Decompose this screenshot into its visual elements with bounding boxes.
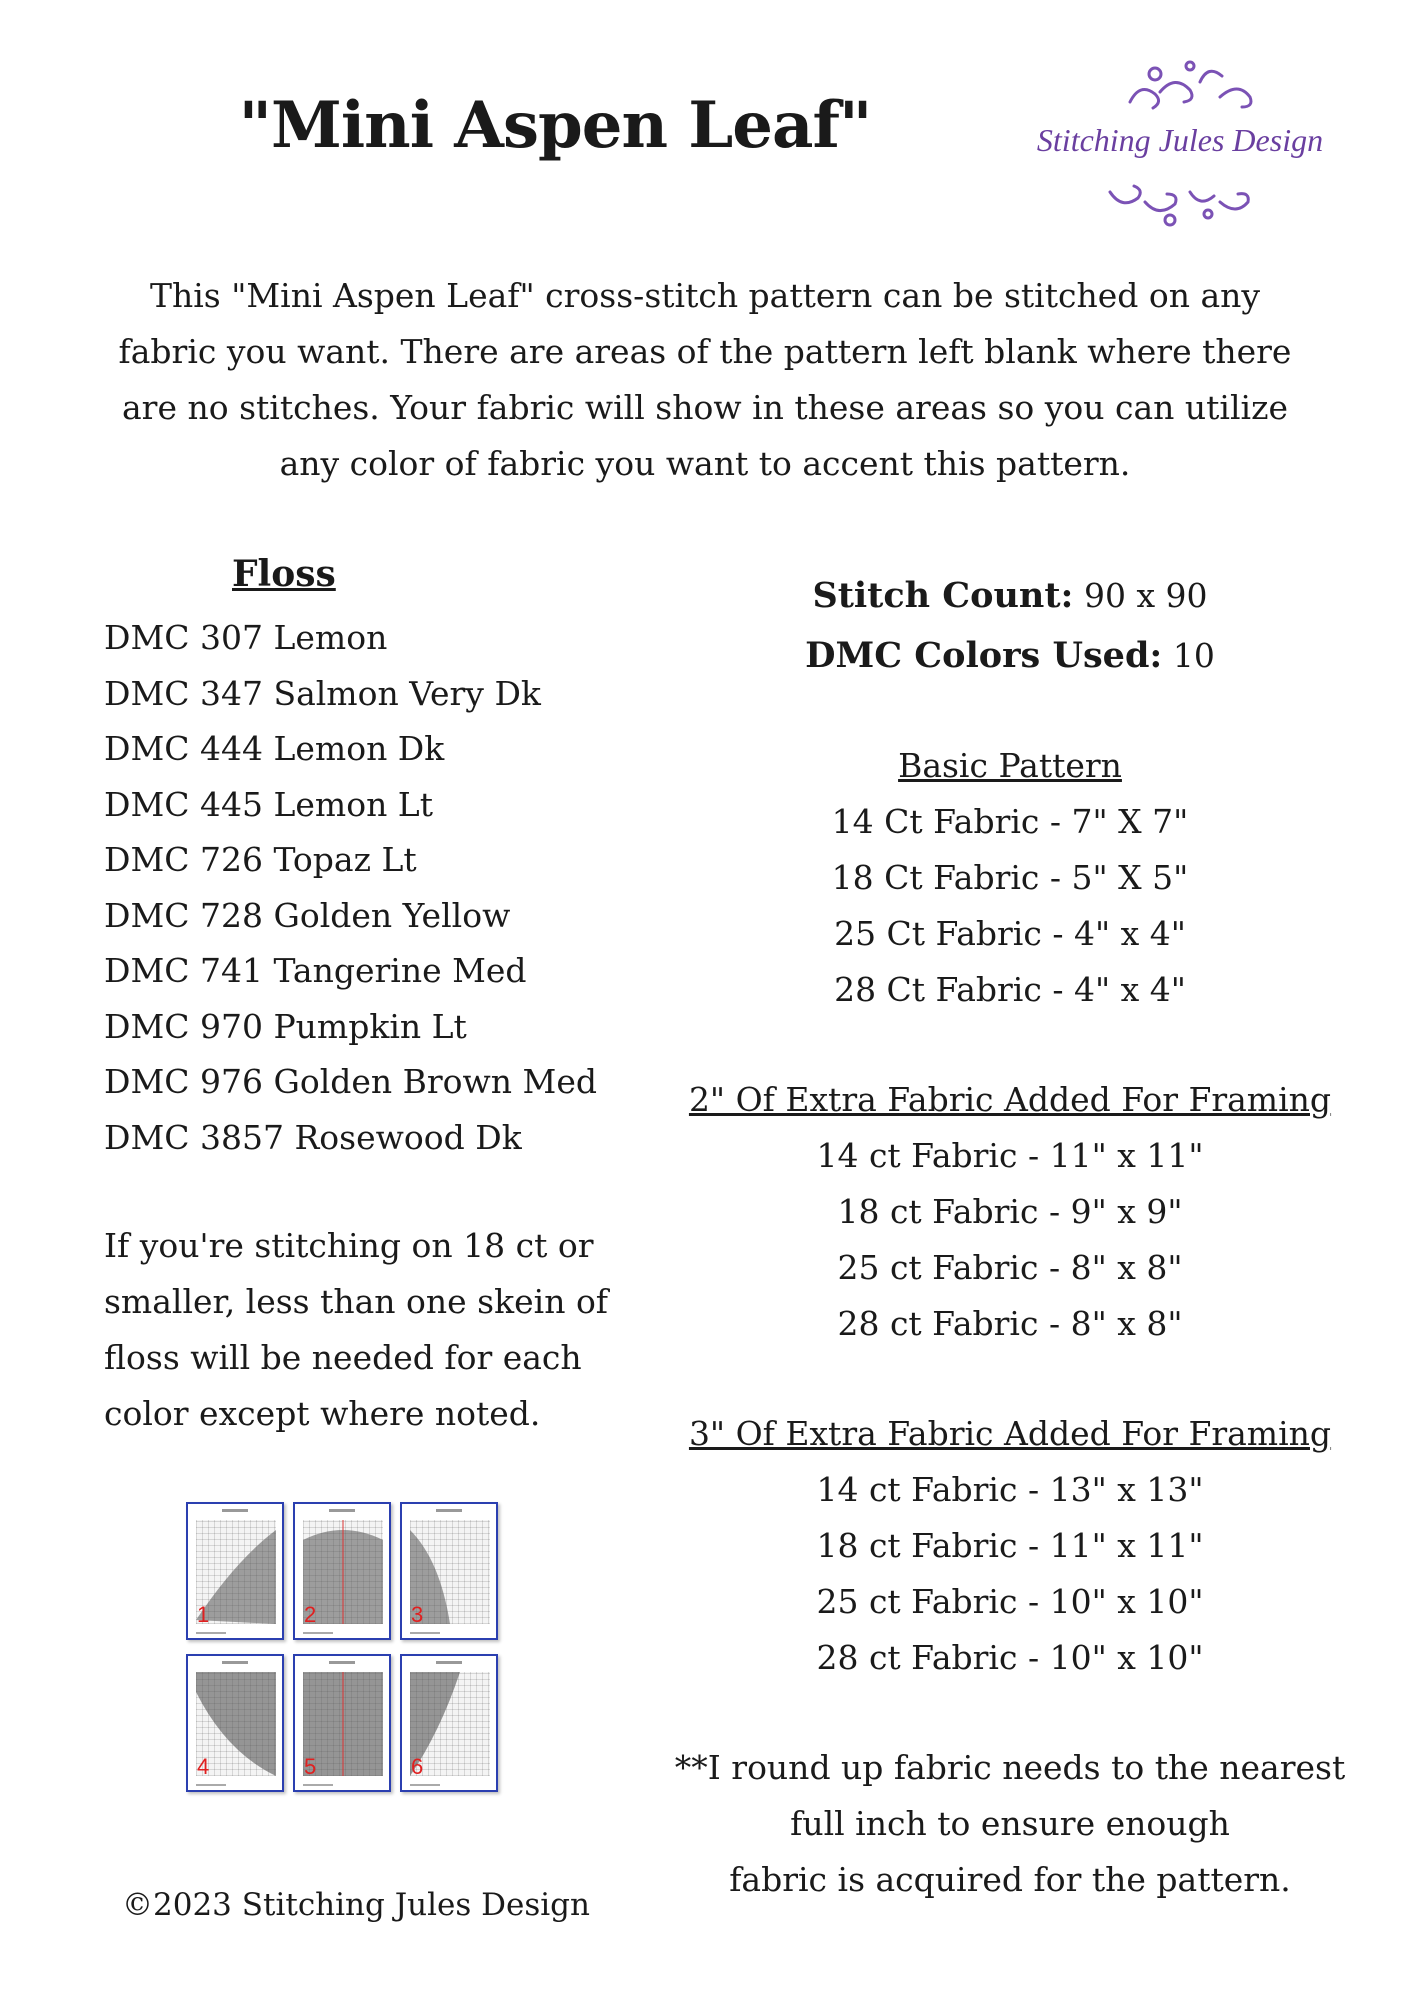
colors-used [660, 635, 1360, 676]
fabric-size-line: 18 Ct Fabric - 5" X 5" [831, 858, 1189, 897]
fabric-size-line: 14 ct Fabric - 11" x 11" [816, 1136, 1204, 1175]
fabric-size-line: 28 ct Fabric - 8" x 8" [837, 1304, 1183, 1343]
fabric-size-line: 28 ct Fabric - 10" x 10" [816, 1638, 1204, 1677]
roundup-note-line: **I round up fabric needs to the nearest [674, 1748, 1346, 1787]
fabric-size-line: 28 Ct Fabric - 4" x 4" [834, 970, 1186, 1009]
brand-logo [1030, 52, 1330, 232]
extra-2in-heading: 2" Of Extra Fabric Added For Framing [688, 1080, 1332, 1119]
floss-note: If you're stitching on 18 ct or smaller, less than one skein of floss will be needed for each color except where noted. [104, 1226, 609, 1433]
pattern-page-thumbnail [186, 1654, 284, 1792]
basic-pattern-heading: Basic Pattern [898, 746, 1122, 785]
copyright: ©2023 Stitching Jules Design [122, 1887, 590, 1923]
stitch-count-label: Stitch Count: [812, 575, 1074, 616]
fabric-size-line: 18 ct Fabric - 9" x 9" [837, 1192, 1183, 1231]
fabric-size-line: 25 ct Fabric - 8" x 8" [837, 1248, 1183, 1287]
page-number-label: 1 [197, 1602, 210, 1627]
stitch-count [660, 575, 1360, 616]
pattern-page-thumbnail [400, 1502, 498, 1640]
floss-item: DMC 741 Tangerine Med [104, 951, 527, 990]
page-number-label: 4 [197, 1754, 210, 1779]
colors-used-label: DMC Colors Used: [805, 635, 1163, 676]
floss-item: DMC 728 Golden Yellow [104, 895, 511, 935]
floss-list [104, 610, 597, 1165]
stitch-count-value: 90 x 90 [1083, 576, 1208, 615]
pattern-page-thumbnail [400, 1654, 498, 1792]
pattern-page-thumbnail [186, 1502, 284, 1640]
roundup-note-line: fabric is acquired for the pattern. [729, 1860, 1291, 1899]
pattern-page-thumbnail [293, 1502, 391, 1640]
page-number-label: 2 [304, 1602, 317, 1627]
extra-3in-heading: 3" Of Extra Fabric Added For Framing [688, 1414, 1332, 1453]
pattern-page-thumbnail [293, 1654, 391, 1792]
floss-item: DMC 970 Pumpkin Lt [104, 1006, 467, 1046]
floss-item: DMC 3857 Rosewood Dk [104, 1117, 522, 1157]
page-number-label: 6 [411, 1754, 424, 1779]
fabric-size-line: 25 Ct Fabric - 4" x 4" [834, 914, 1186, 953]
page-number-label: 3 [411, 1602, 424, 1627]
pattern-page-thumbnails [186, 1502, 506, 1802]
floss-item: DMC 726 Topaz Lt [104, 840, 417, 879]
floss-item: DMC 445 Lemon Lt [104, 784, 433, 824]
floss-item: DMC 347 Salmon Very Dk [104, 673, 541, 713]
page-number-label: 5 [304, 1754, 317, 1779]
fabric-size-line: 14 Ct Fabric - 7" X 7" [831, 802, 1189, 841]
fabric-size-line: 14 ct Fabric - 13" x 13" [816, 1470, 1204, 1509]
colors-used-value: 10 [1172, 636, 1215, 675]
page-title: "Mini Aspen Leaf" [238, 88, 872, 163]
fabric-size-line: 25 ct Fabric - 10" x 10" [816, 1582, 1204, 1621]
fabric-size-line: 18 ct Fabric - 11" x 11" [816, 1526, 1204, 1565]
floss-item: DMC 307 Lemon [104, 618, 388, 657]
floss-item: DMC 976 Golden Brown Med [104, 1062, 597, 1101]
floss-item: DMC 444 Lemon Dk [104, 729, 445, 768]
roundup-note-line: full inch to ensure enough [790, 1804, 1230, 1843]
logo-text: Stitching Jules Design [1036, 122, 1324, 158]
floss-heading: Floss [232, 553, 336, 595]
intro-paragraph: This "Mini Aspen Leaf" cross-stitch pattern can be stitched on any fabric you want. There are areas of the pattern left blank where there are no stitches. Your fabric will show in these areas so you can utilize any color of fabric you want to accent this pattern. [118, 276, 1292, 483]
